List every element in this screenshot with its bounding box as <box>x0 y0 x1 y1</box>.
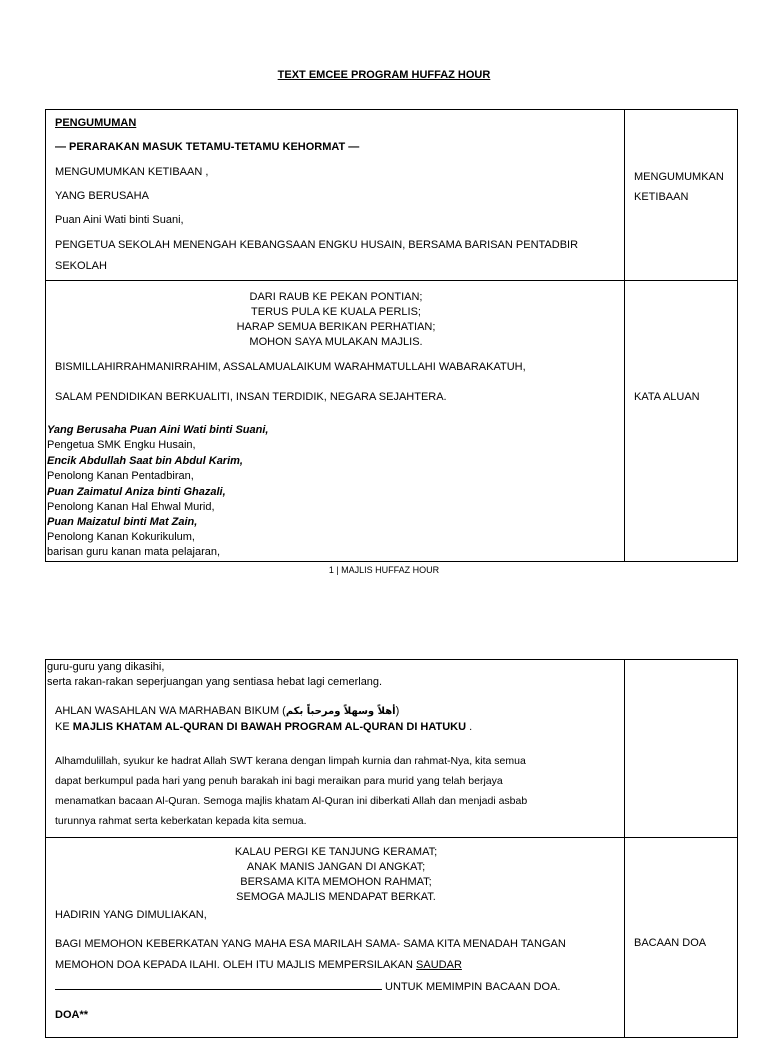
guest-name: Puan Maizatul binti Mat Zain, <box>47 516 198 528</box>
ahlan-close: ) <box>395 705 400 717</box>
doa-heading: DOA** <box>55 1009 89 1021</box>
guest-role: Pengetua SMK Engku Husain, <box>47 439 196 451</box>
welcome-label-cell <box>625 281 738 562</box>
guest-name: Yang Berusaha Puan Aini Wati binti Suani, <box>47 424 269 436</box>
prayer-text: MEMOHON DOA KEPADA ILAHI. OLEH ITU MAJLIS MEMPERSILAKAN <box>55 959 417 971</box>
opening-cell <box>46 660 625 838</box>
section-label: KATA ALUAN <box>634 391 700 403</box>
guest-role: Penolong Kanan Kokurikulum, <box>47 531 195 543</box>
section-label: MENGUMUMKAN <box>634 171 724 183</box>
prayer-underlined: SAUDAR <box>416 959 462 971</box>
guest-role: Penolong Kanan Hal Ehwal Murid, <box>47 501 215 513</box>
announcement-heading: PENGUMUMAN <box>55 117 137 129</box>
pantun-line: MOHON SAYA MULAKAN MAJLIS. <box>249 336 423 348</box>
ahlan-line <box>55 704 399 719</box>
prayer-label-cell <box>625 838 738 1038</box>
opening-label-cell <box>625 660 738 838</box>
guest-line: barisan guru kanan mata pelajaran, <box>47 546 221 558</box>
section-label: KETIBAAN <box>634 191 689 203</box>
prayer-line <box>55 979 560 993</box>
motto-line: SALAM PENDIDIKAN BERKUALITI, INSAN TERDIDIK, NEGARA SEJAHTERA. <box>55 391 447 403</box>
hadirin-line: HADIRIN YANG DIMULIAKAN, <box>55 909 207 921</box>
emcee-table-page1 <box>45 109 738 562</box>
page-footer: 1 | MAJLIS HUFFAZ HOUR <box>328 565 440 575</box>
emcee-table-page2 <box>45 659 738 1038</box>
paragraph-line: menamatkan bacaan Al-Quran. Semoga majlis khatam Al-Quran ini diberkati Allah dan menjadi asbab <box>55 795 528 807</box>
pantun-line: SEMOGA MAJLIS MENDAPAT BERKAT. <box>236 891 436 903</box>
paragraph-line: turunnya rahmat serta keberkatan kepada kita semua. <box>55 815 307 827</box>
guest-role: Penolong Kanan Pentadbiran, <box>47 470 194 482</box>
pantun-line: TERUS PULA KE KUALA PERLIS; <box>251 306 421 318</box>
event-name: MAJLIS KHATAM AL-QURAN DI BAWAH PROGRAM AL-QURAN DI HATUKU <box>72 721 467 733</box>
opening-line: guru-guru yang dikasihi, <box>47 661 165 673</box>
procession-subheading: — PERARAKAN MASUK TETAMU-TETAMU KEHORMAT — <box>55 141 360 153</box>
ahlan-arabic: أهلاً وسهلاً ومرحباً بكم <box>285 706 396 717</box>
guest-name: Puan Zaimatul Aniza binti Ghazali, <box>47 486 226 498</box>
salam-line: BISMILLAHIRRAHMANIRRAHIM, ASSALAMUALAIKUM WARAHMATULLAHI WABARAKATUH, <box>55 361 526 373</box>
opening-line: serta rakan-rakan seperjuangan yang sentiasa hebat lagi cemerlang. <box>47 676 383 688</box>
announcement-line: PENGETUA SEKOLAH MENENGAH KEBANGSAAN ENGKU HUSAIN, BERSAMA BARISAN PENTADBIR <box>55 239 579 251</box>
announcement-cell <box>46 110 625 281</box>
prayer-text: UNTUK MEMIMPIN BACAAN DOA. <box>382 981 561 993</box>
name-blank-line <box>55 979 382 990</box>
prayer-line: BAGI MEMOHON KEBERKATAN YANG MAHA ESA MARILAH SAMA- SAMA KITA MENADAH TANGAN <box>55 938 566 950</box>
pantun-line: ANAK MANIS JANGAN DI ANGKAT; <box>246 861 426 873</box>
announcement-line: MENGUMUMKAN KETIBAAN , <box>55 166 209 178</box>
event-line <box>55 720 472 735</box>
ahlan-text: AHLAN WASAHLAN WA MARHABAN BIKUM ( <box>55 705 286 717</box>
paragraph-line: dapat berkumpul pada hari yang penuh barakah ini bagi meraikan para murid yang telah berjaya <box>55 775 503 787</box>
pantun-line: BERSAMA KITA MEMOHON RAHMAT; <box>240 876 432 888</box>
announcement-line: SEKOLAH <box>55 260 107 272</box>
event-suffix: . <box>466 721 473 733</box>
announcement-line: Puan Aini Wati binti Suani, <box>55 214 184 226</box>
prayer-line <box>55 959 462 971</box>
section-label: BACAAN DOA <box>634 937 707 949</box>
announcement-label-cell <box>625 110 738 281</box>
guest-name: Encik Abdullah Saat bin Abdul Karim, <box>47 455 243 467</box>
paragraph-line: Alhamdulillah, syukur ke hadrat Allah SWT kerana dengan limpah kurnia dan rahmat-Nya, kita semua <box>55 755 526 767</box>
announcement-line: YANG BERUSAHA <box>55 190 149 202</box>
pantun-line: HARAP SEMUA BERIKAN PERHATIAN; <box>236 321 436 333</box>
event-prefix: KE <box>55 721 73 733</box>
pantun-line: DARI RAUB KE PEKAN PONTIAN; <box>249 291 423 303</box>
prayer-cell <box>46 838 625 1038</box>
document-title: TEXT EMCEE PROGRAM HUFFAZ HOUR <box>277 69 491 81</box>
pantun-line: KALAU PERGI KE TANJUNG KERAMAT; <box>234 846 438 858</box>
welcome-cell <box>46 281 625 562</box>
